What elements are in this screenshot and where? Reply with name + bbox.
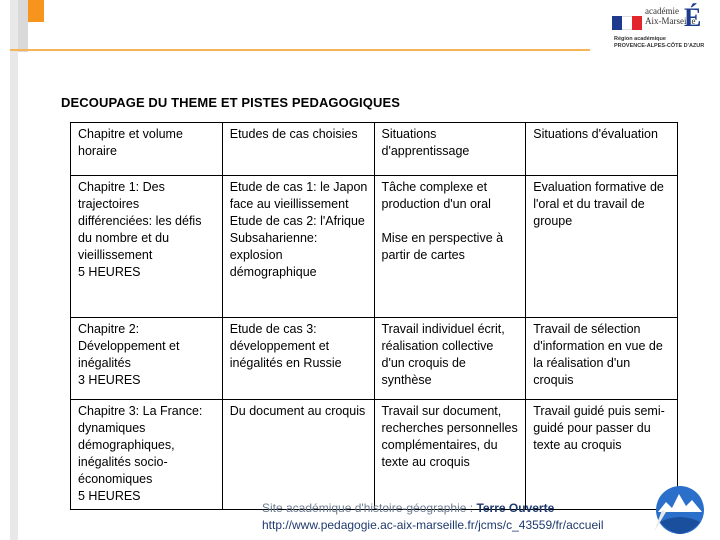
french-flag-icon [612,16,642,30]
evaluation-cell: Travail guidé puis semi-guidé pour passer du texte au croquis [526,400,678,510]
table-row [71,400,678,510]
header-divider [10,49,590,51]
apprentissage-cell: Tâche complexe et production d'un oral Mise en perspective à partir de cartes [374,176,526,318]
page-title: DECOUPAGE DU THEME ET PISTES PEDAGOGIQUES [61,95,401,110]
chapitre-cell: Chapitre 3: La France: dynamiques démographiques, inégalités socio-économiques 5 HEURES [71,400,223,510]
footer-url-link[interactable]: http://www.pedagogie.ac-aix-marseille.fr/jcms/c_43559/fr/accueil [262,518,604,532]
apprentissage-cell: Travail sur document, recherches personnelles complémentaires, du texte au croquis [374,400,526,510]
table-row [71,318,678,400]
footer-site-name: Terre Ouverte [476,501,555,515]
header-cell: Chapitre et volume horaire [71,123,223,176]
apprentissage-cell: Travail individuel écrit, réalisation collective d'un croquis de synthèse [374,318,526,400]
header-cell: Etudes de cas choisies [222,123,374,176]
footer-site-line [262,500,554,517]
table-row [71,176,678,318]
etudes-cell: Du document au croquis [222,400,374,510]
academie-logo [612,4,712,52]
decorative-orange-bar [28,0,44,22]
evaluation-cell: Travail de sélection d'information en vue de la réalisation d'un croquis [526,318,678,400]
footer-site-prefix: Site académique d'histoire-géographie : [262,501,477,515]
earth-globe-icon [652,482,708,536]
chapitre-cell: Chapitre 1: Des trajectoires différenciées: les défis du nombre et du vieillissement 5 HEURES [71,176,223,318]
academie-e-mark: É [684,3,702,32]
header-cell: Situations d'apprentissage [374,123,526,176]
evaluation-cell: Evaluation formative de l'oral et du travail de groupe [526,176,678,318]
decorative-corner [18,0,28,52]
chapitre-cell: Chapitre 2: Développement et inégalités 3 HEURES [71,318,223,400]
decorative-left-bar [10,0,18,540]
etudes-cell: Etude de cas 1: le Japon face au vieillissement Etude de cas 2: l'Afrique Subsaharienne: explosion démographique [222,176,374,318]
region-name: Région académique PROVENCE-ALPES-CÔTE D'AZUR [614,36,705,49]
theme-table [70,122,678,510]
table-header-row [71,123,678,176]
etudes-cell: Etude de cas 3: développement et inégalités en Russie [222,318,374,400]
header-cell: Situations d'évaluation [526,123,678,176]
academie-name: académie Aix-Marseille [645,6,696,26]
